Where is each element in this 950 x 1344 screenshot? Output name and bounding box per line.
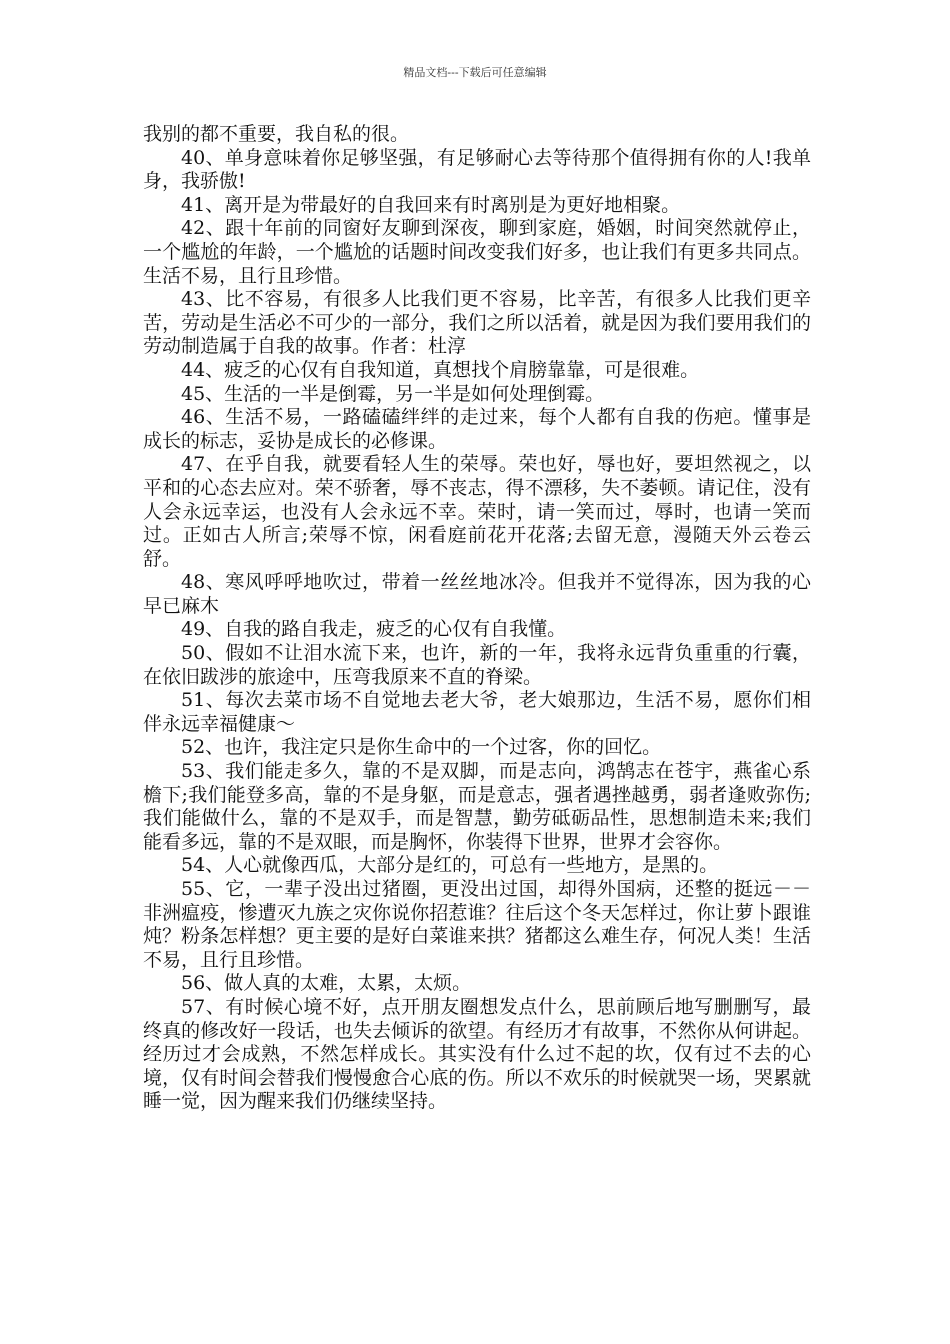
page-header: 精品文档---下载后可任意编辑 <box>403 66 547 79</box>
document-body <box>143 123 811 1114</box>
paragraph: 53、我们能走多久，靠的不是双脚，而是志向，鸿鹄志在苍宇，燕雀心系檐下;我们能登多高，靠的不是身躯，而是意志，强者遇挫越勇，弱者逢败弥伤;我们能做什么，靠的不是双手，而是智慧，勤劳砥砺品性，思想制造未来;我们能看多远，靠的不是双眼，而是胸怀，你装得下世界，世界才会容你。 <box>143 760 811 853</box>
paragraph: 44、疲乏的心仅有自我知道，真想找个肩膀靠靠，可是很难。 <box>181 358 700 381</box>
paragraph: 49、自我的路自我走，疲乏的心仅有自我懂。 <box>181 618 567 641</box>
paragraph: 47、在乎自我，就要看轻人生的荣辱。荣也好，辱也好，要坦然视之，以平和的心态去应对。荣不骄奢，辱不丧志，得不漂移，失不萎顿。请记住，没有人会永远幸运，也没有人会永远不幸。荣时，请一笑而过，辱时，也请一笑而过。正如古人所言;荣辱不惊，闲看庭前花开花落;去留无意，漫随天外云卷云舒。 <box>143 453 811 570</box>
paragraph: 43、比不容易，有很多人比我们更不容易，比辛苦，有很多人比我们更辛苦，劳动是生活必不可少的一部分，我们之所以活着，就是因为我们要用我们的劳动制造属于自我的故事。作者：杜淳 <box>143 288 811 358</box>
paragraph: 55、它，一辈子没出过猪圈，更没出过国，却得外国病，还整的挺远－－非洲瘟疫，惨遭灭九族之灾你说你招惹谁？往后这个冬天怎样过，你让萝卜跟谁炖？粉条怎样想？更主要的是好白菜谁来拱？猪都这么难生存，何况人类！生活不易，且行且珍惜。 <box>143 878 811 971</box>
paragraph: 52、也许，我注定只是你生命中的一个过客，你的回忆。 <box>181 736 662 759</box>
paragraph: 48、寒风呼呼地吹过，带着一丝丝地冰冷。但我并不觉得冻，因为我的心早已麻木 <box>143 571 811 617</box>
paragraph: 57、有时候心境不好，点开朋友圈想发点什么，思前顾后地写删删写，最终真的修改好一段话，也失去倾诉的欲望。有经历才有故事，不然你从何讲起。经历过才会成熟，不然怎样成长。其实没有什么过不起的坎，仅有过不去的心境，仅有时间会替我们慢慢愈合心底的伤。所以不欢乐的时候就哭一场，哭累就睡一觉，因为醒来我们仍继续坚持。 <box>143 995 811 1113</box>
paragraph: 45、生活的一半是倒霉，另一半是如何处理倒霉。 <box>181 382 605 405</box>
paragraph: 50、假如不让泪水流下来，也许，新的一年，我将永远背负重重的行囊，在依旧跋涉的旅途中，压弯我原来不直的脊梁。 <box>143 642 811 688</box>
paragraph: 51、每次去菜市场不自觉地去老大爷，老大娘那边，生活不易，愿你们相伴永远幸福健康～ <box>143 689 811 735</box>
paragraph: 我别的都不重要，我自私的很。 <box>143 123 410 145</box>
paragraph: 56、做人真的太难，太累，太烦。 <box>181 972 472 995</box>
paragraph: 46、生活不易，一路磕磕绊绊的走过来，每个人都有自我的伤疤。懂事是成长的标志，妥协是成长的必修课。 <box>143 406 811 452</box>
paragraph: 54、人心就像西瓜，大部分是红的，可总有一些地方，是黑的。 <box>181 854 719 877</box>
paragraph: 41、离开是为带最好的自我回来有时离别是为更好地相聚。 <box>181 193 681 216</box>
paragraph: 40、单身意味着你足够坚强，有足够耐心去等待那个值得拥有你的人!我单身，我骄傲! <box>143 146 811 193</box>
paragraph: 42、跟十年前的同窗好友聊到深夜，聊到家庭，婚姻，时间突然就停止，一个尴尬的年龄，一个尴尬的话题时间改变我们好多，也让我们有更多共同点。生活不易，且行且珍惜。 <box>143 217 811 287</box>
